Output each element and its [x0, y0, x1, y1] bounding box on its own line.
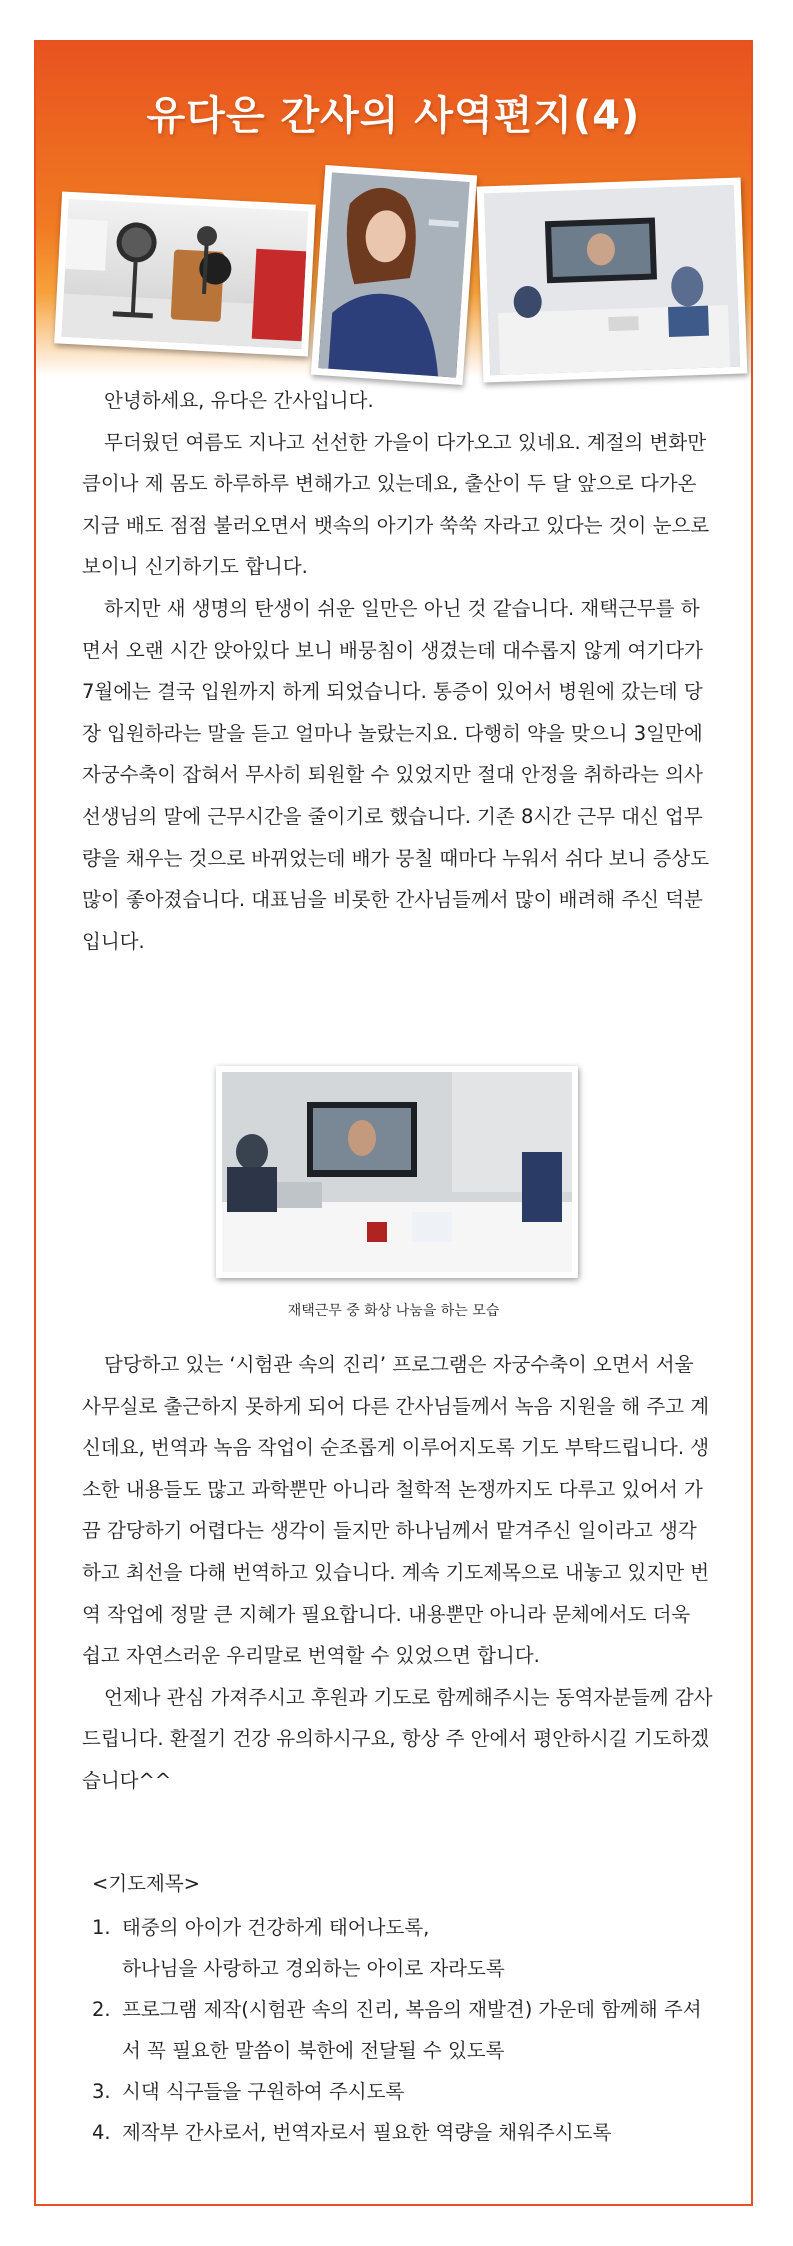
prayer-item — [92, 2112, 712, 2153]
prayer-item — [92, 1989, 712, 2071]
prayer-item — [92, 2071, 712, 2112]
prayer-line: 프로그램 제작(시험관 속의 진리, 복음의 재발견) 가운데 함께해 주셔서 꼭 필요한 말씀이 북한에 전달될 수 있도록 — [122, 1998, 702, 2062]
prayer-line: 시댁 식구들을 구원하여 주시도록 — [122, 2080, 405, 2103]
prayer-title: <기도제목> — [92, 1872, 201, 1895]
prayer-line: 하나님을 사랑하고 경외하는 아이로 자라도록 — [122, 1957, 505, 1980]
photo-caption: 재택근무 중 화상 나눔을 하는 모습 — [287, 1303, 500, 1319]
photo-recording-studio — [54, 191, 316, 356]
prayer-number: 1. — [92, 1916, 111, 1939]
photo-remote-work — [216, 1066, 578, 1278]
letter-frame — [34, 40, 753, 2206]
paragraph-season: 무더웠던 여름도 지나고 선선한 가을이 다가오고 있네요. 계절의 변화만큼이나 제 몸도 하루하루 변해가고 있는데요, 출산이 두 달 앞으로 다가온 지금 배도 점점 불러오면서 뱃속의 아기가 쑥쑥 자라고 있다는 것이 눈으로 보이니 신기하기도 합니다. — [82, 430, 710, 579]
studio-illustration — [62, 199, 309, 349]
remote-meeting-illustration — [222, 1072, 572, 1272]
prayer-line: 태중의 아이가 건강하게 태어나도록, — [122, 1916, 430, 1939]
prayer-number: 4. — [92, 2121, 111, 2144]
header-banner — [36, 42, 751, 377]
paragraph-greeting: 안녕하세요, 유다은 간사입니다. — [104, 389, 374, 412]
woman-illustration — [318, 172, 469, 377]
letter-body-part-1 — [82, 380, 714, 962]
prayer-number: 2. — [92, 1998, 111, 2021]
prayer-list — [92, 1907, 712, 2153]
page-title: 유다은 간사의 사역편지(4) — [146, 93, 641, 139]
letter-body-part-2 — [82, 1344, 714, 1802]
prayer-line: 제작부 간사로서, 번역자로서 필요한 역량을 채워주시도록 — [122, 2121, 612, 2144]
photo-video-meeting — [477, 177, 748, 382]
paragraph-health: 하지만 새 생명의 탄생이 쉬운 일만은 아닌 것 같습니다. 재택근무를 하면서 오랜 시간 앉아있다 보니 배뭉침이 생겼는데 대수롭지 않게 여기다가 7월에는 결국 입원까지 하게 되었습니다. 통증이 있어서 병원에 갔는데 당장 입원하라는 말을 듣고 얼마나 놀랐는지요. 다행히 약을 맞으니 3일만에 자궁수축이 잡혀서 무사히 퇴원할 수 있었지만 절대 안정을 취하라는 의사선생님의 말에 근무시간을 줄이기로 했습니다. 기존 8시간 근무 대신 업무량을 채우는 것으로 바뀌었는데 배가 뭉칠 때마다 누워서 쉬다 보니 증상도 많이 좋아졌습니다. 대표님을 비롯한 간사님들께서 많이 배려해 주신 덕분입니다. — [82, 596, 710, 953]
photo-woman-working — [311, 165, 477, 385]
prayer-item — [92, 1907, 712, 1989]
prayer-number: 3. — [92, 2080, 111, 2103]
meeting-illustration — [484, 185, 740, 376]
paragraph-program: 담당하고 있는 ‘시험관 속의 진리’ 프로그램은 자궁수축이 오면서 서울 사무실로 출근하지 못하게 되어 다른 간사님들께서 녹음 지원을 해 주고 계신데요, 번역과 녹음 작업이 순조롭게 이루어지도록 기도 부탁드립니다. 생소한 내용들도 많고 과학뿐만 아니라 철학적 논쟁까지도 다루고 있어서 가끔 감당하기 어렵다는 생각이 들지만 하나님께서 맡겨주신 일이라고 생각하고 최선을 다해 번역하고 있습니다. 계속 기도제목으로 내놓고 있지만 번역 작업에 정말 큰 지혜가 필요합니다. 내용뿐만 아니라 문체에서도 더욱 쉽고 자연스러운 우리말로 번역할 수 있었으면 합니다. — [82, 1353, 710, 1668]
paragraph-thanks: 언제나 관심 가져주시고 후원과 기도로 함께해주시는 동역자분들께 감사드립니다. 환절기 건강 유의하시구요, 항상 주 안에서 평안하시길 기도하겠습니다^^ — [82, 1685, 713, 1792]
